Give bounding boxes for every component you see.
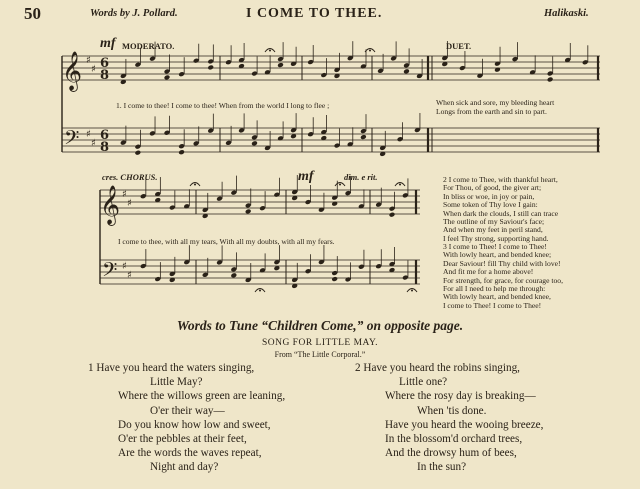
bass-clef-icon: 𝄢 <box>64 126 80 154</box>
time-signature-icon: 6 <box>100 56 110 71</box>
note-head <box>245 209 252 215</box>
poem-line: 1 Have you heard the waters singing, <box>88 362 255 374</box>
note-head <box>207 65 214 71</box>
verse-line: And fit me for a home above! <box>443 267 534 277</box>
poem-line: Are the words the waves repeat, <box>118 447 262 460</box>
poem-line: Where the willows green are leaning, <box>118 390 286 403</box>
sharp-icon: ♯ <box>122 261 127 272</box>
lyricist-credit: Words by J. Pollard. <box>90 8 178 19</box>
verse-line: For Thou, of good, the giver art; <box>443 183 542 193</box>
duet-marking: DUET. <box>446 41 472 51</box>
note-head <box>135 150 142 156</box>
verse-line: In bliss or woe, in joy or pain, <box>443 191 535 201</box>
poem-line: Do you know how low and sweet, <box>118 418 271 431</box>
sharp-icon: ♯ <box>122 189 127 200</box>
page-number: 50 <box>24 4 41 23</box>
poem-line: Where the rosy day is breaking— <box>385 390 536 403</box>
verse-line: 3 I come to Thee! I come to Thee! <box>443 242 547 251</box>
lyric-line-3: I come to thee, with all my tears, With all my doubts, with all my fears. <box>118 237 335 246</box>
poem-line: O'er the pebbles at their feet, <box>118 433 247 446</box>
poem-line: Have you heard the wooing breeze, <box>385 418 544 431</box>
hymn-title: I COME TO THEE. <box>246 6 383 21</box>
fermata-dot <box>411 290 413 292</box>
side-verse-3 <box>443 243 563 310</box>
poem-line: In the blossom'd orchard trees, <box>385 433 523 446</box>
verse-line: Dear Saviour! fill Thy child with love! <box>443 258 561 268</box>
dynamic-mf-2: mf <box>298 169 314 184</box>
note-head <box>360 134 367 140</box>
time-signature-icon: 8 <box>100 68 110 83</box>
sharp-icon: ♯ <box>86 55 91 66</box>
sharp-icon: ♯ <box>91 64 96 75</box>
time-signature-icon: 8 <box>100 140 110 155</box>
note-head <box>389 212 396 218</box>
sharp-icon: ♯ <box>127 270 132 281</box>
poem-line: And the drowsy hum of bees, <box>385 447 517 460</box>
fermata-dot <box>194 184 196 186</box>
verse-line: With lowly heart, and bended knee, <box>443 292 551 302</box>
note-head <box>277 62 284 68</box>
verse-line: For all I need to help me through: <box>443 284 546 294</box>
side-verse-2 <box>443 176 558 243</box>
note-head <box>331 276 338 282</box>
fermata-dot <box>339 184 341 186</box>
time-signature-icon: 6 <box>100 128 110 143</box>
note-head <box>230 272 237 278</box>
bass-clef-icon: 𝄢 <box>102 258 118 286</box>
dim-rit-marking: dim. e rit. <box>344 172 378 182</box>
note-head <box>178 149 185 155</box>
poem-line: In the sun? <box>417 461 467 474</box>
cres-chorus-marking: cres. CHORUS. <box>102 172 158 182</box>
poem-line: Night and day? <box>150 461 219 474</box>
note-head <box>547 77 554 83</box>
lyric-line-2a: When sick and sore, my bleeding heart <box>436 98 555 107</box>
sharp-icon: ♯ <box>91 138 96 149</box>
tempo-marking: MODERATO. <box>122 41 175 51</box>
song-title: SONG FOR LITTLE MAY. <box>261 338 379 348</box>
verse-line: With lowly heart, and bended knee; <box>443 250 552 260</box>
poem-line: Little May? <box>150 376 203 389</box>
poem-line: 2 Have you heard the robins singing, <box>355 362 520 374</box>
verse-line: And when my feet in peril stand, <box>443 225 543 235</box>
fermata-dot <box>369 50 371 52</box>
verse-line: Some token of Thy love I gain: <box>443 200 538 210</box>
fermata-dot <box>399 184 401 186</box>
song-source: From “The Little Corporal.” <box>274 350 366 359</box>
treble-clef-icon: 𝄞 <box>62 51 83 91</box>
composer-credit: Halikaski. <box>544 8 589 19</box>
sharp-icon: ♯ <box>86 129 91 140</box>
poem-stanza-2 <box>355 361 543 475</box>
verse-line: When dark the clouds, I still can trace <box>443 208 559 218</box>
verse-line: For strength, for grace, for courage too, <box>443 275 563 285</box>
note-head <box>403 68 410 74</box>
poem-line: When 'tis done. <box>417 404 487 417</box>
sharp-icon: ♯ <box>127 198 132 209</box>
lyric-line-2b: Longs from the earth and sin to part. <box>436 107 547 116</box>
poem-line: Little one? <box>399 376 448 389</box>
fermata-dot <box>269 50 271 52</box>
tune-heading: Words to Tune “Children Come,” on opposite page. <box>176 318 464 333</box>
verse-line: I feel Thy strong, supporting hand. <box>443 233 549 243</box>
note-head <box>251 140 258 146</box>
poem-line: O'er their way— <box>150 404 225 417</box>
verse-line: The outline of my Saviour's face; <box>443 217 545 227</box>
poem-stanza-1 <box>88 361 285 475</box>
lyric-line-1: 1. I come to thee! I come to thee! When from the world I long to flee ; <box>116 101 330 110</box>
fermata-dot <box>259 290 261 292</box>
note-head <box>164 75 171 81</box>
treble-clef-icon: 𝄞 <box>100 185 121 225</box>
verse-line: I come to Thee! I come to Thee! <box>443 300 542 310</box>
verse-line: 2 I come to Thee, with thankful heart, <box>443 175 558 184</box>
dynamic-mf-1: mf <box>100 36 116 51</box>
